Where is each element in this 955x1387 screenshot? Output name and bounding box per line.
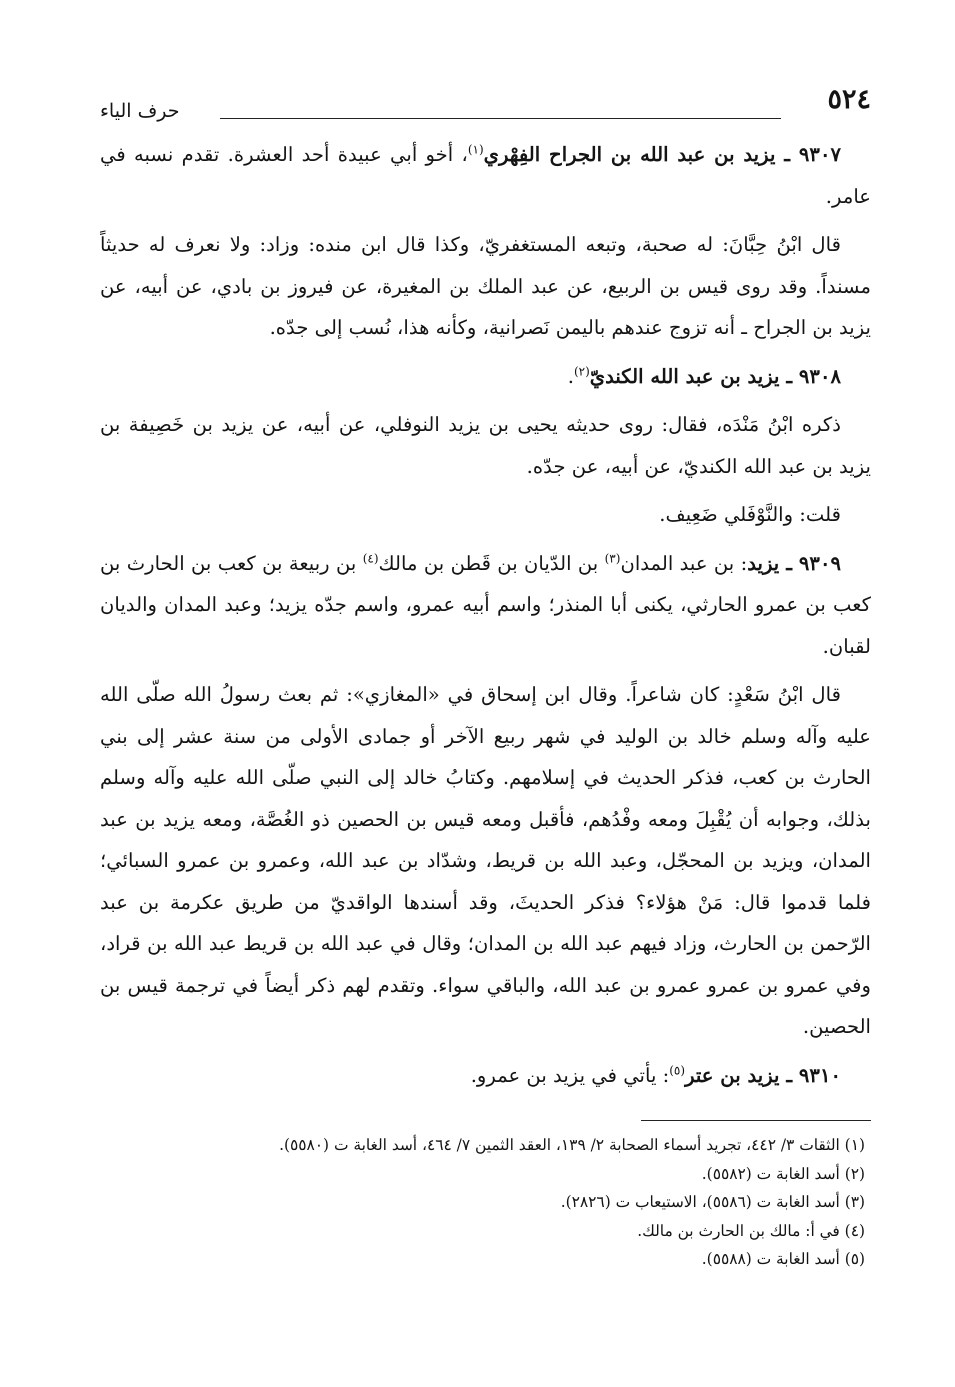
footnotes-rule [641,1120,871,1121]
entry-9307: ٩٣٠٧ ـ يزيد بن عبد الله بن الجراح الفِهْري$^{(١)}$، أخو أبي عبيدة أحد العشرة. تقدم نسبه في عامر. [100,142,871,208]
footnote-ref[interactable]: (٥) [669,1062,686,1077]
entry-text: : يأتي في يزيد بن عمرو. [470,1063,670,1087]
entry-text: بن الدّيان بن قَطن بن مالك [378,551,605,575]
entry-name: يزيد بن عتر [685,1063,780,1087]
page-header [100,80,871,124]
footnote: (٢) أسد الغابة ت (٥٥٨٢). [701,1164,865,1183]
footnote-ref[interactable]: (٤) [362,550,379,565]
entry-text: : بن عبد المدان [620,551,748,575]
entry-number: ٩٣١٠ [798,1063,841,1087]
entry-name: يزيد بن عبد الله بن الجراح الفِهْري [483,143,776,166]
entry-9308: ٩٣٠٨ ـ يزيد بن عبد الله الكنديّ$^{(٢)}$. [567,363,841,388]
entry-text: بن ربيعة بن كعب بن الحارث بن كعب بن عمرو الحارثي، يكنى أبا المنذر؛ واسم أبيه عمرو، واسم جدّه يزيد؛ وعبد المدان والديان لقبان. [100,551,871,658]
entry-number: ٩٣٠٩ [798,551,841,575]
paragraph: قلت: والنَّوْفَلي ضَعِيف. [659,503,841,526]
footnote: (٣) أسد الغابة ت (٥٥٨٦)، الاستيعاب ت (٢٨٢٦). [560,1193,865,1211]
page [100,80,871,1367]
footnotes [100,1131,871,1274]
page-number: ٥٢٤ [827,84,871,115]
entry-number: ٩٣٠٨ [798,364,841,388]
footnote: (٥) أسد الغابة ت (٥٥٨٨). [701,1250,865,1268]
entry-text: ، أخو أبي عبيدة أحد العشرة. تقدم نسبه في عامر. [100,143,871,208]
footnote-ref[interactable]: (٢) [573,363,590,378]
footnote: (١) الثقات ٣/ ٤٤٢، تجريد أسماء الصحابة ٢/ ١٣٩، العقد الثمين ٧/ ٤٦٤، أسد الغابة ت (٥٥٨٠). [279,1136,865,1154]
entry-name: يزيد [747,551,780,575]
footnote-ref[interactable]: (١) [467,142,484,157]
entry-number: ٩٣٠٧ [798,143,841,166]
paragraph: قال ابْنُ حِبَّانَ: له صحبة، وتبعه المستغفريّ، وكذا قال ابن منده: وزاد: ولا نعرف له حديثاً مسنداً. وقد روى قيس بن الربيع، عن عبد الملك بن المغيرة، عن فيروز بن بادي، عن أبيه، عن يزيد بن الجراح ـ أنه تزوج عندهم باليمن نَصرانية، وكأنه هذا، نُسب إلى جدّه. [100,233,871,339]
footnote: (٤) في أ: مالك بن الحارث بن مالك. [637,1221,865,1240]
header-rule [220,118,781,119]
entry-9309: ٩٣٠٩ ـ يزيد: بن عبد المدان$^{(٣)}$ بن الدّيان بن قَطن بن مالك$^{(٤)}$ بن ربيعة بن كعب بن الحارث بن كعب بن عمرو الحارثي، يكنى أبا المنذر؛ واسم أبيه عمرو، واسم جدّه يزيد؛ وعبد المدان والديان لقبان. [100,550,871,658]
entry-9310: ٩٣١٠ ـ يزيد بن عتر$^{(٥)}$: يأتي في يزيد بن عمرو. [470,1062,841,1087]
main-text [100,134,871,1096]
entry-text: . [567,364,574,388]
entry-name: يزيد بن عبد الله الكنديّ [589,364,780,388]
paragraph: قال ابْنُ سَعْدٍ: كان شاعراً. وقال ابن إسحاق في «المغازي»: ثم بعث رسولُ الله صلّى الله عليه وآله وسلم خالد بن الوليد في شهر ربيع الآخر أو جمادى الأولى من سنة عشر إلى بني الحارث بن كعب، فذكر الحديث في إسلامهم. وكتابُ خالد إلى النبي صلّى الله عليه وآله وسلم بذلك، وجوابه أن يُقْبِلَ ومعه وفْدُهم، فأقبل ومعه قيس بن الحصين ذو الغُصَّة، ومعه يزيد بن عبد المدان، ويزيد بن المحجّل، وعبد الله بن قريط، وشدّاد بن عبد الله، وعمرو بن عمرو السبائي؛ فلما قدموا قال: مَنْ هؤلاء؟ فذكر الحديثَ، وقد أسندها الواقديّ من طريق عكرمة بن عبد الرّحمن بن الحارث، وزاد فيهم عبد الله بن المدان؛ وقال في عبد الله بن قريط عبد الله بن قراد، وفي عمرو بن عمرو عمرو بن عبد الله، والباقي سواء. وتقدم لهم ذكر أيضاً في ترجمة قيس بن الحصين. [100,683,871,1038]
footnote-ref[interactable]: (٣) [604,550,621,565]
paragraph: ذكره ابْنُ مَنْدَه، فقال: روى حديثه يحيى بن يزيد النوفلي، عن أبيه، عن يزيد بن خَصِيفة بن يزيد بن عبد الله الكنديّ، عن أبيه، عن جدّه. [100,413,871,478]
running-title: حرف الياء [100,100,180,122]
